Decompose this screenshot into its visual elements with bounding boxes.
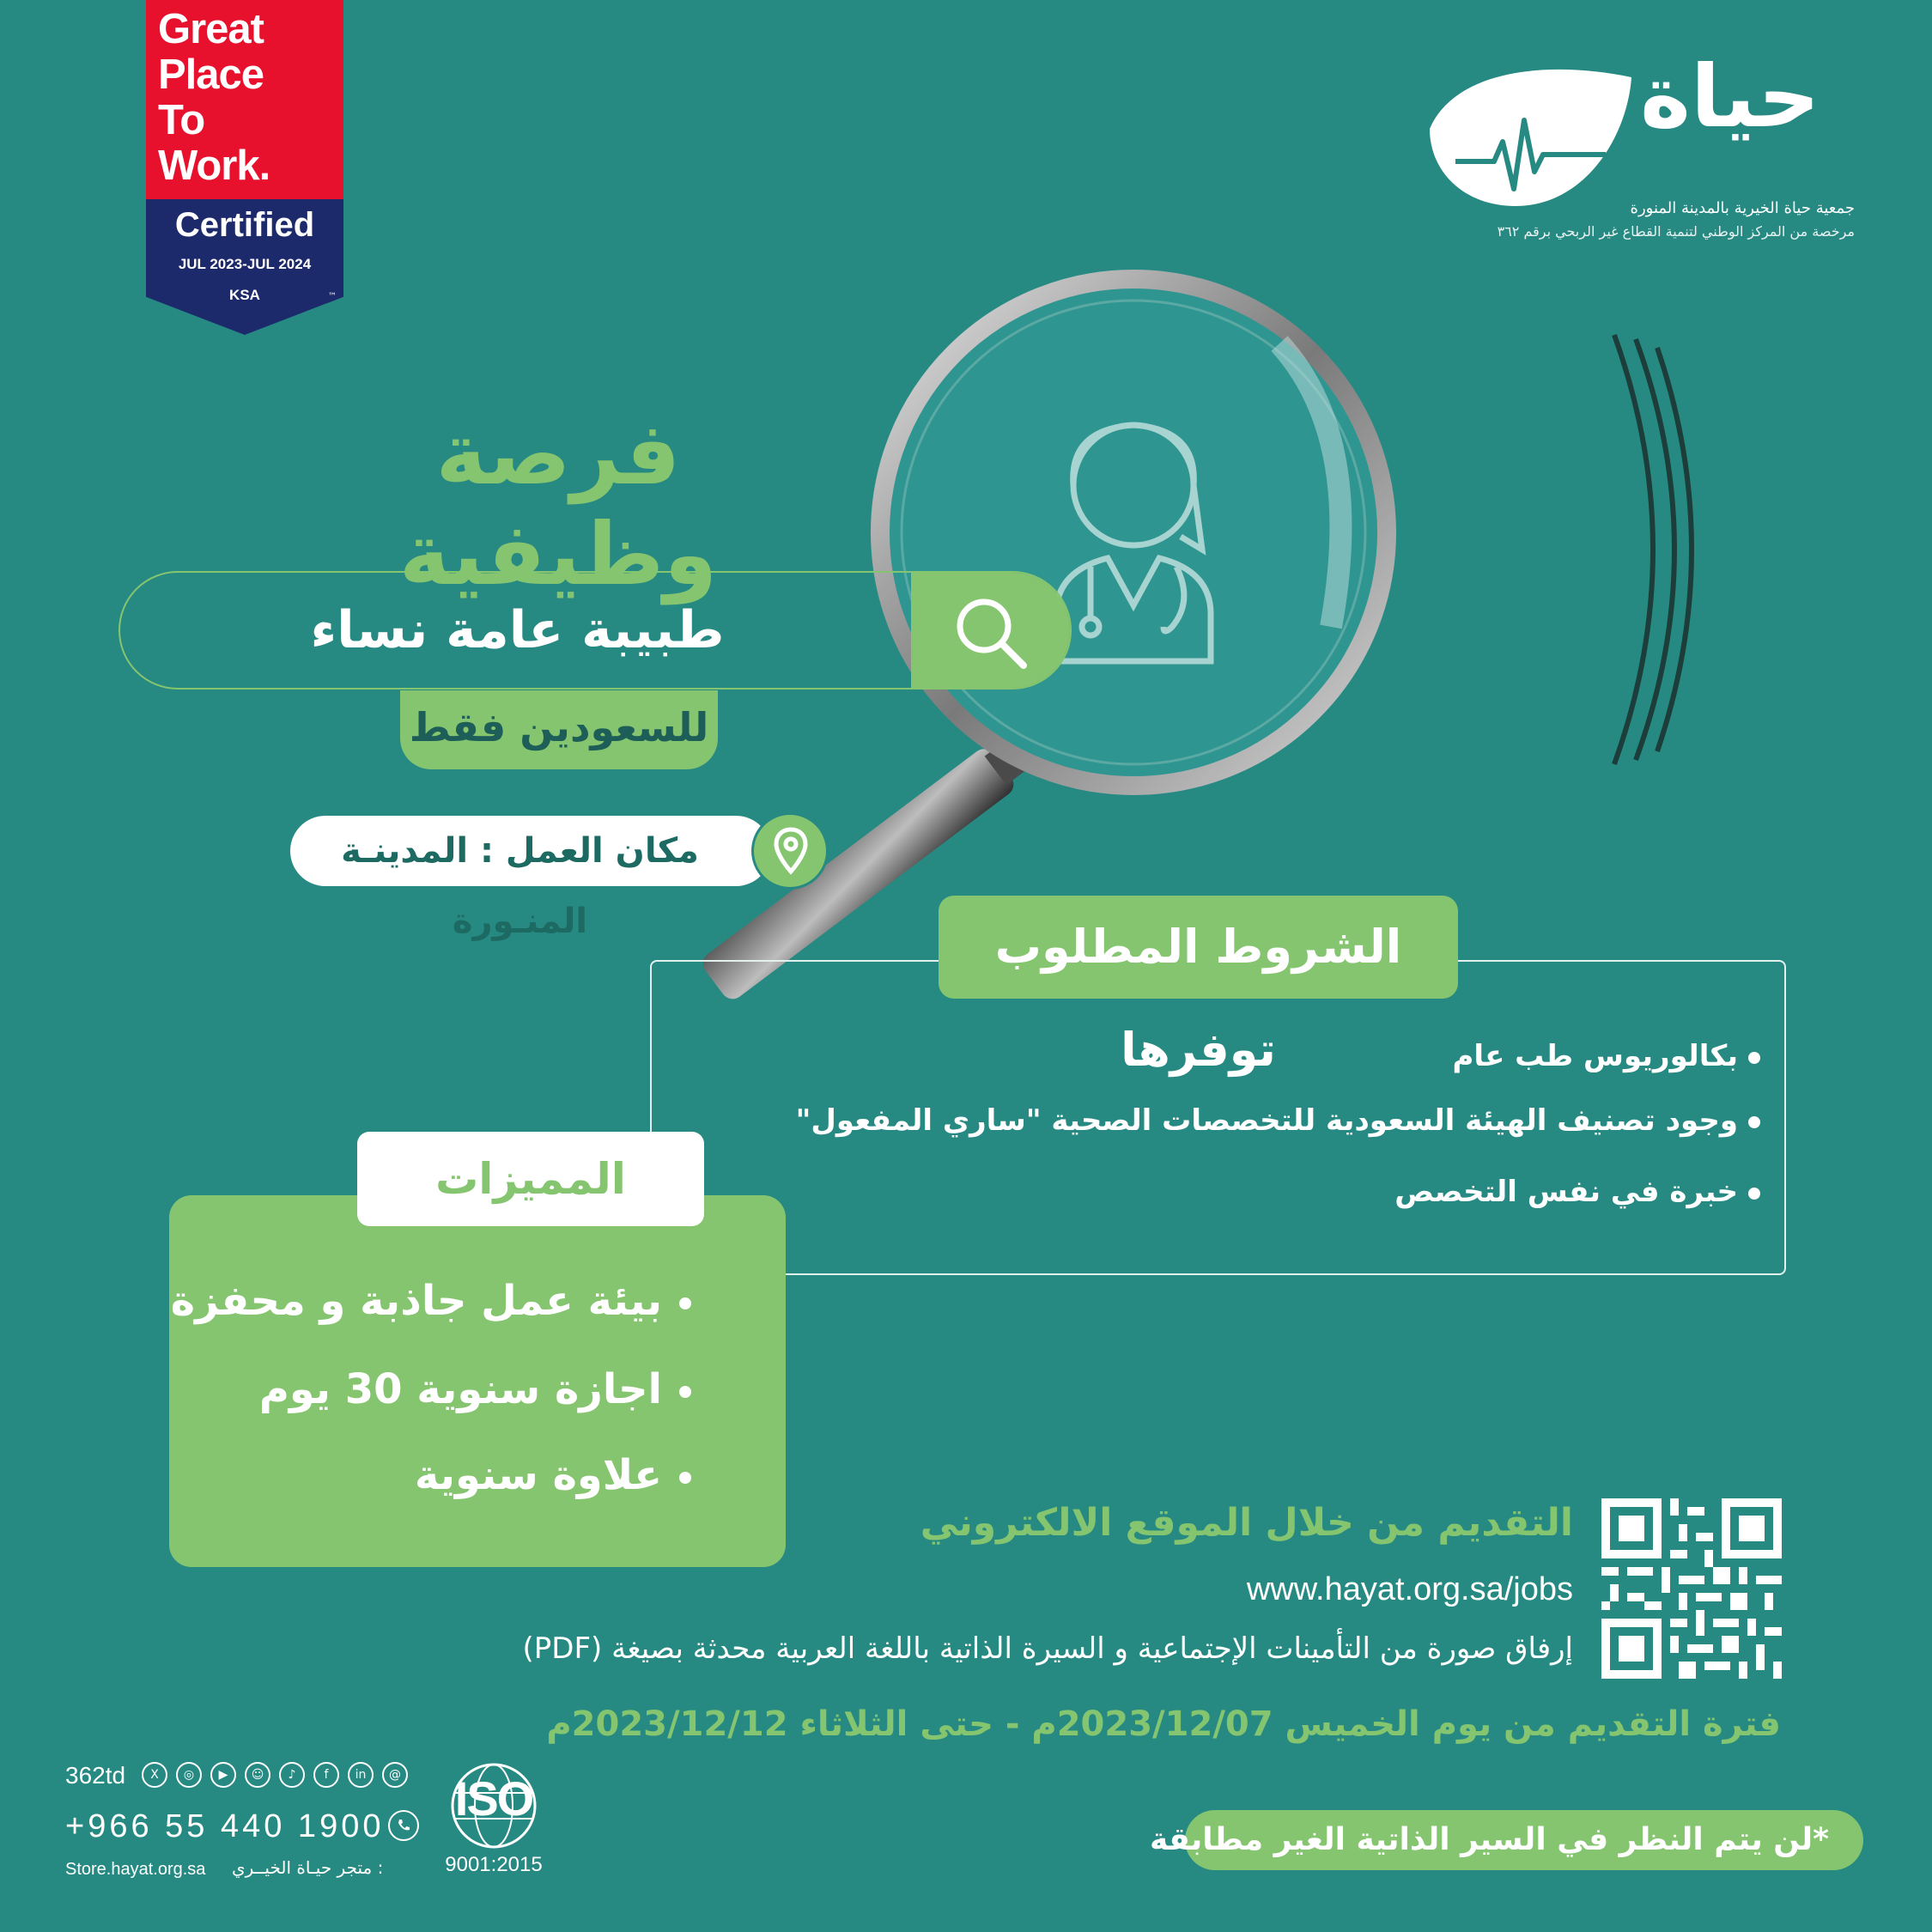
attachment-note: إرفاق صورة من التأمينات الإجتماعية و السيرة الذاتية باللغة العربية محدثة بصيغة (PDF) <box>522 1631 1573 1666</box>
disclaimer-banner <box>1150 1810 1863 1870</box>
disclaimer-text: *لن يتم النظر في السير الذاتية الغير مطابقة <box>1150 1822 1829 1857</box>
instagram-icon[interactable]: ◎ <box>176 1762 202 1788</box>
feature-item <box>171 1277 691 1325</box>
iso-label: ISO <box>454 1771 533 1826</box>
linkedin-icon[interactable]: in <box>348 1762 374 1788</box>
bullet <box>679 1472 691 1484</box>
logo-year: ١٤٤٧هـ <box>1455 86 1507 106</box>
bullet <box>1748 1052 1760 1064</box>
hayat-logo <box>1408 46 1872 258</box>
iso-certification-logo <box>434 1752 554 1880</box>
logo-subtitle: جمعية حياة الخيرية بالمدينة المنورة <box>1630 199 1855 217</box>
apply-title: التقديم من خلال الموقع الالكتروني <box>920 1501 1573 1545</box>
x-icon[interactable]: X <box>142 1762 167 1788</box>
snapchat-icon[interactable]: ☺ <box>245 1762 270 1788</box>
feature-text: بيئة عمل جاذبة و محفزة <box>170 1277 662 1325</box>
search-icon <box>950 592 1032 674</box>
logo-license: مرخصة من المركز الوطني لتنمية القطاع غير الربحي برقم ٣٦٢ <box>1497 223 1855 240</box>
jobs-link[interactable]: www.hayat.org.sa/jobs <box>1246 1571 1573 1607</box>
feature-item <box>415 1451 691 1499</box>
bullet <box>1748 1188 1760 1200</box>
condition-text: وجود تصنيف الهيئة السعودية للتخصصات الصحية "ساري المفعول" <box>795 1103 1738 1138</box>
threads-icon[interactable]: @ <box>382 1762 408 1788</box>
whatsapp-icon[interactable] <box>388 1810 419 1841</box>
features-title: المميزات <box>357 1132 704 1226</box>
store-url[interactable]: Store.hayat.org.sa <box>65 1860 206 1879</box>
condition-item <box>1394 1175 1760 1209</box>
badge-certified: Certified <box>174 206 315 244</box>
conditions-title: الشروط المطلوب توفرها <box>939 896 1458 999</box>
feature-text: اجازة سنوية 30 يوم <box>258 1365 662 1413</box>
condition-item <box>796 1103 1760 1138</box>
tiktok-icon[interactable]: ♪ <box>279 1762 305 1788</box>
condition-text: خبرة في نفس التخصص <box>1394 1175 1738 1209</box>
job-title-search-bar <box>118 571 1072 690</box>
bullet <box>679 1386 691 1398</box>
application-period: فترة التقديم من يوم الخميس 2023/12/07م - حتى الثلاثاء 2023/12/12م <box>546 1704 1781 1744</box>
great-place-to-work-badge <box>146 0 343 335</box>
feature-text: علاوة سنوية <box>414 1451 662 1499</box>
qr-code[interactable] <box>1601 1498 1782 1679</box>
saudi-only-tag: للسعودين فقط <box>400 690 718 769</box>
work-location <box>290 816 831 941</box>
leaf-heartbeat-icon <box>1421 60 1636 206</box>
badge-trademark: ™ <box>328 292 337 301</box>
bullet <box>1748 1116 1760 1128</box>
location-label: مكان العمل : المدينـة المنـورة <box>341 831 699 941</box>
logo-wordmark: حياة <box>1640 46 1820 147</box>
store-label: : متجر حيـاة الخيــري <box>232 1857 384 1878</box>
job-title: طبيبة عامة نساء <box>310 600 725 660</box>
social-handle: 362td <box>65 1762 126 1789</box>
page-title: فرصة وظيفية <box>398 404 718 605</box>
badge-title: Great Place To Work. <box>158 6 270 189</box>
search-button <box>911 573 1070 688</box>
location-pin-icon <box>751 812 829 890</box>
badge-country: KSA <box>229 287 260 303</box>
condition-item <box>1452 1039 1760 1073</box>
badge-dates: JUL 2023-JUL 2024 <box>178 256 312 272</box>
phone-number[interactable]: +966 55 440 1900 <box>65 1808 385 1844</box>
feature-item <box>259 1365 691 1413</box>
bullet <box>679 1297 691 1309</box>
youtube-icon[interactable]: ▶ <box>210 1762 236 1788</box>
facebook-icon[interactable]: f <box>313 1762 339 1788</box>
iso-standard: 9001:2015 <box>445 1853 543 1876</box>
condition-text: بكالوريوس طب عام <box>1452 1039 1738 1073</box>
